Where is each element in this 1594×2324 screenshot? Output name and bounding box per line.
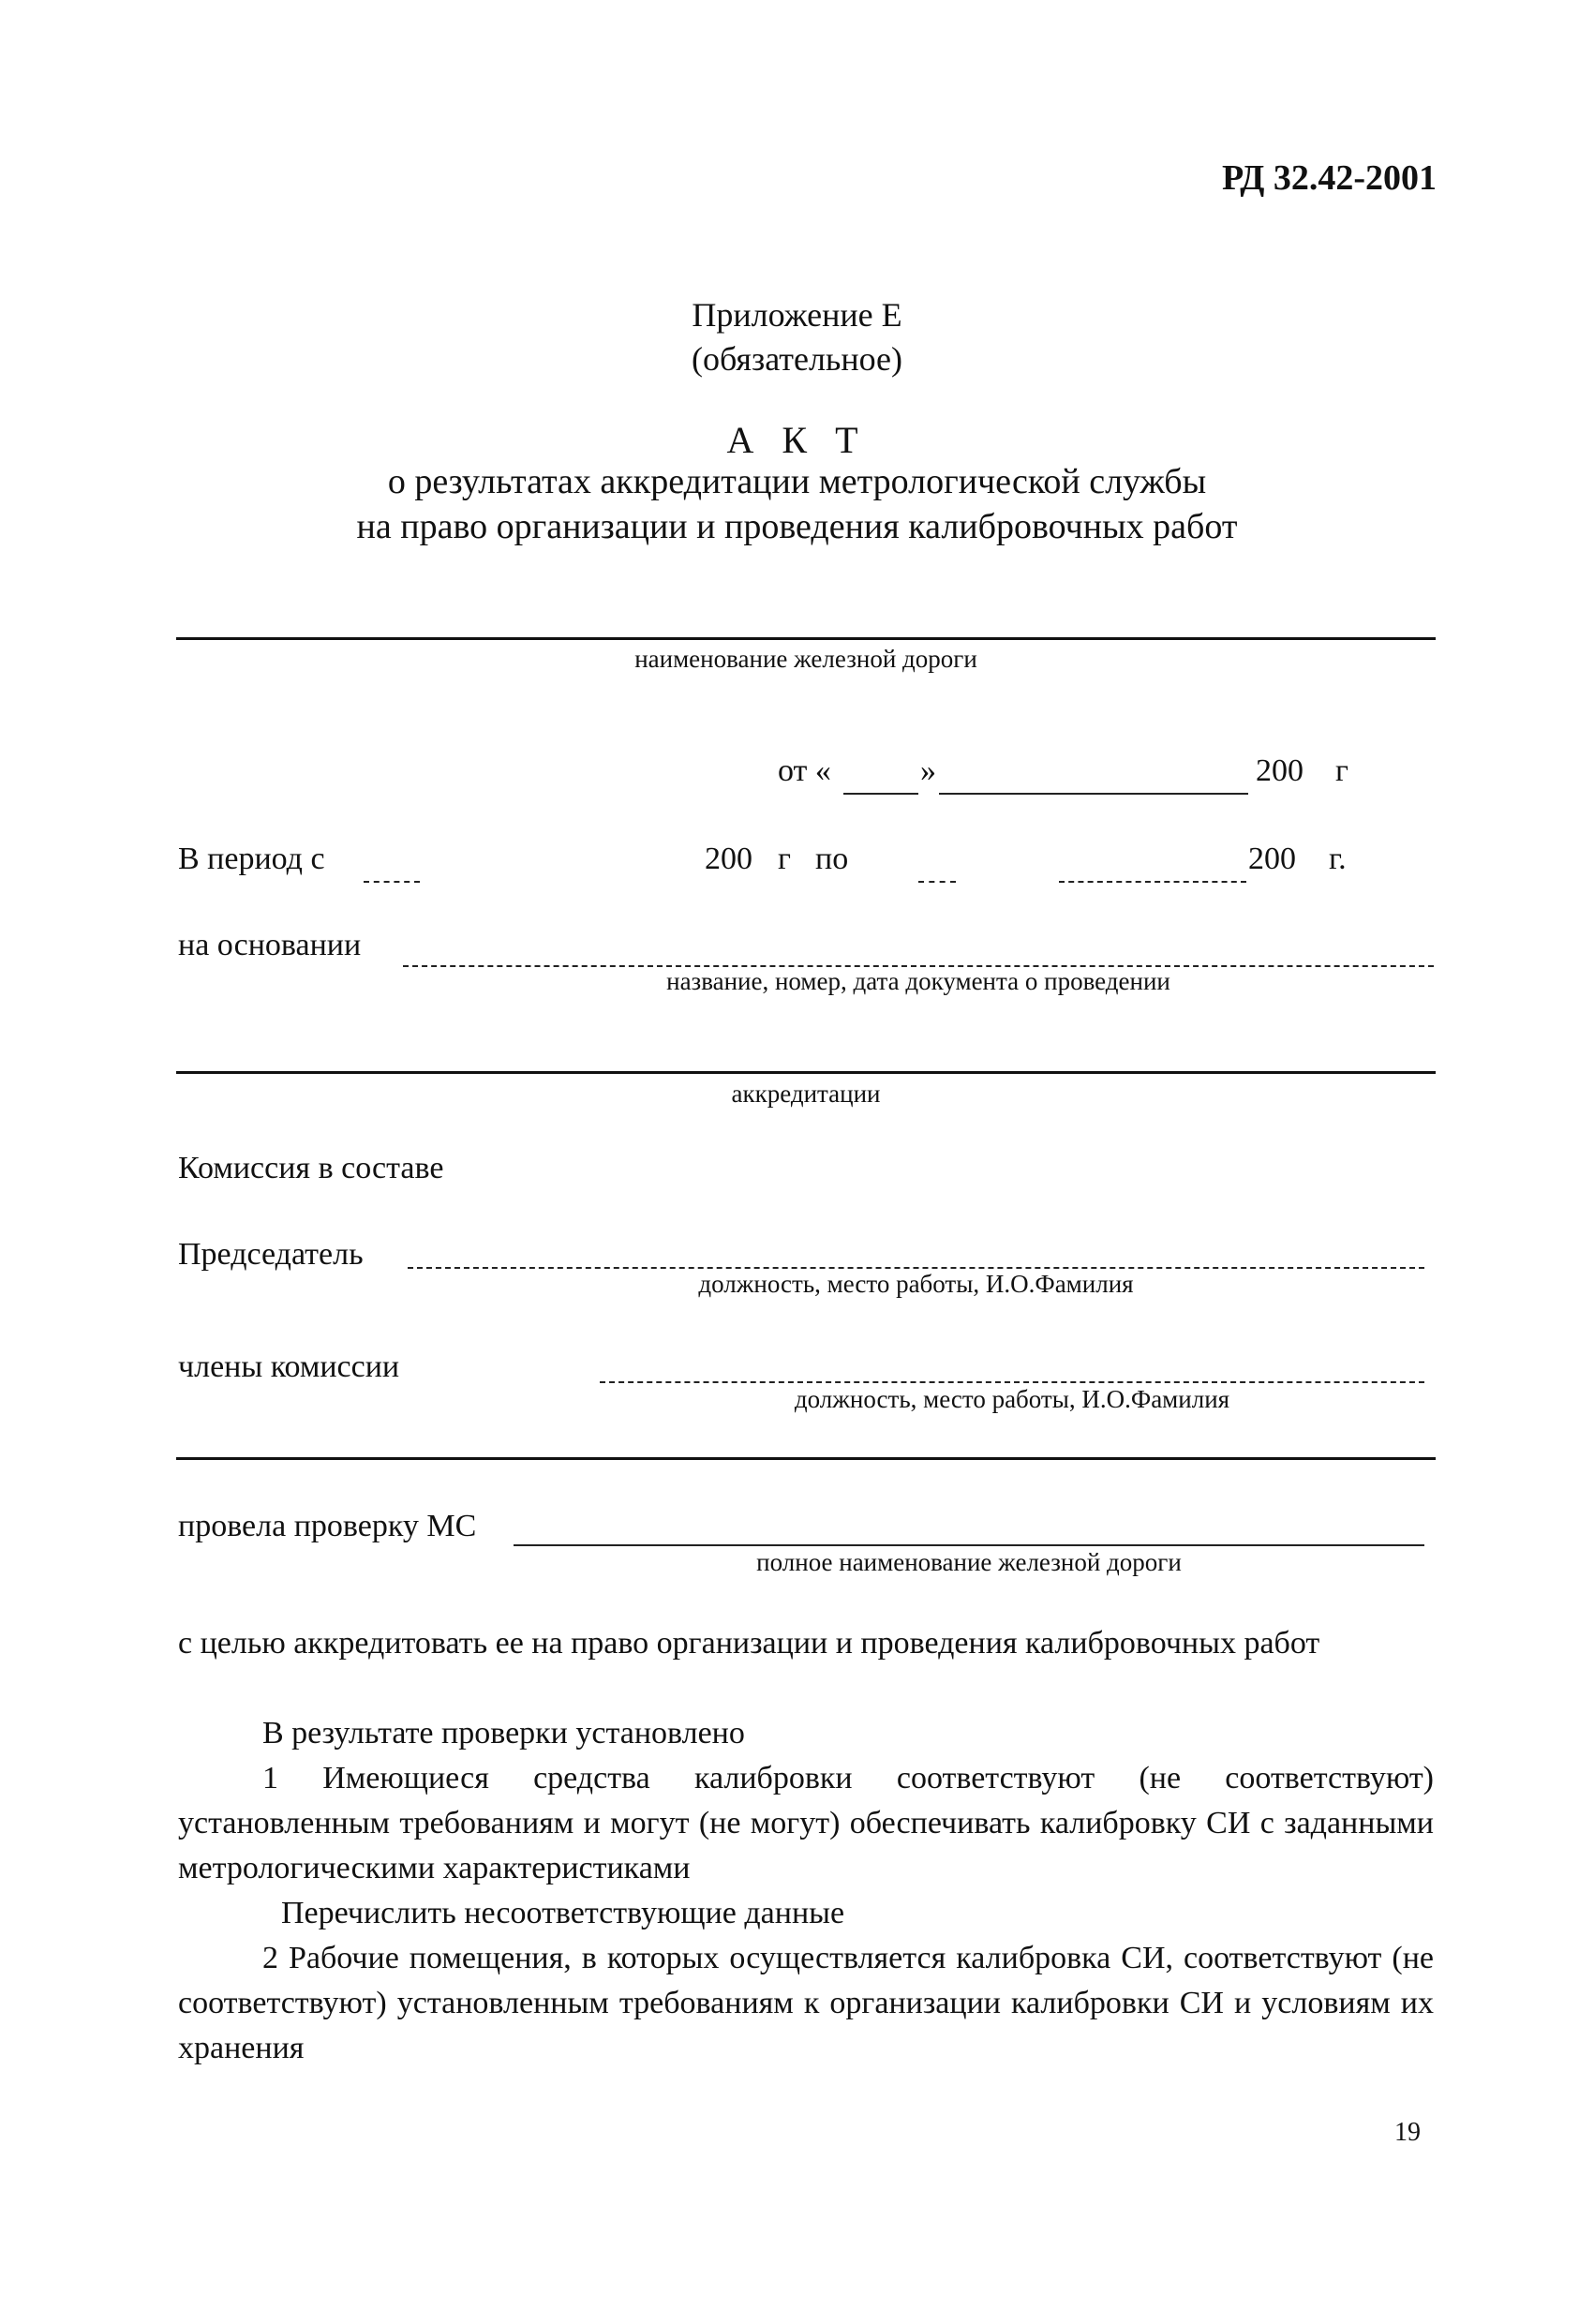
body-paragraph-2: В результате проверки установлено [262, 1716, 745, 1750]
chairman-caption: должность, место работы, И.О.Фамилия [698, 1270, 1134, 1298]
check-field[interactable] [514, 1544, 1424, 1546]
page-number: 19 [1394, 2118, 1421, 2147]
railway-name-line [176, 637, 1436, 640]
period-year2: 200 [1248, 842, 1296, 876]
members-field[interactable] [600, 1381, 1424, 1383]
appendix-status: (обязательное) [692, 340, 902, 378]
commission-label: Комиссия в составе [178, 1151, 444, 1185]
body-paragraph-5: 2 Рабочие помещения, в которых осуществляется калибровка СИ, соответствуют (не соответствуют) установленным требованиям к организации калибровки СИ и условиям их хранения [178, 1941, 1434, 2065]
act-title: А К Т [726, 419, 868, 461]
basis-line-2 [176, 1071, 1436, 1074]
body-paragraph-1: с целью аккредитовать ее на право организации и проведения калибровочных работ [178, 1626, 1320, 1661]
body-paragraph-4: Перечислить несоответствующие данные [281, 1896, 845, 1930]
date-prefix: от « [778, 753, 831, 788]
period-end-day-field[interactable] [918, 881, 956, 883]
members-caption: должность, место работы, И.О.Фамилия [794, 1385, 1230, 1413]
act-subtitle-line2: на право организации и проведения калибровочных работ [356, 507, 1238, 546]
document-code: РД 32.42-2001 [1222, 158, 1437, 198]
basis-caption-2: аккредитации [731, 1080, 881, 1108]
basis-caption: название, номер, дата документа о проведении [666, 967, 1170, 995]
basis-label: на основании [178, 928, 362, 962]
appendix-title: Приложение Е [692, 296, 902, 334]
period-end-month-field[interactable] [1059, 881, 1246, 883]
check-label: провела проверку МС [178, 1509, 477, 1543]
act-subtitle-line1: о результатах аккредитации метрологической службы [387, 462, 1207, 501]
date-suffix: г [1335, 753, 1348, 788]
period-year1: 200 [705, 842, 752, 876]
body-paragraph-3: 1 Имеющиеся средства калибровки соответствуют (не соответствуют) установленным требованиям и могут (не могут) обеспечивать калибровку СИ с заданными метрологическими характеристиками [178, 1761, 1434, 1885]
chairman-label: Председатель [178, 1237, 364, 1272]
period-g2: г. [1329, 842, 1347, 876]
period-to: по [815, 842, 849, 876]
period-start-day-field[interactable] [364, 881, 420, 883]
chairman-field[interactable] [408, 1267, 1424, 1269]
check-caption: полное наименование железной дороги [756, 1548, 1182, 1576]
members-line-2 [176, 1457, 1436, 1460]
period-g1: г [778, 842, 791, 876]
date-year: 200 [1256, 753, 1304, 788]
period-label: В период с [178, 842, 325, 876]
members-label: члены комиссии [178, 1349, 400, 1384]
date-day-field[interactable] [843, 793, 918, 795]
date-month-field[interactable] [939, 793, 1248, 795]
railway-name-caption: наименование железной дороги [634, 645, 977, 673]
date-mid: » [920, 753, 936, 788]
